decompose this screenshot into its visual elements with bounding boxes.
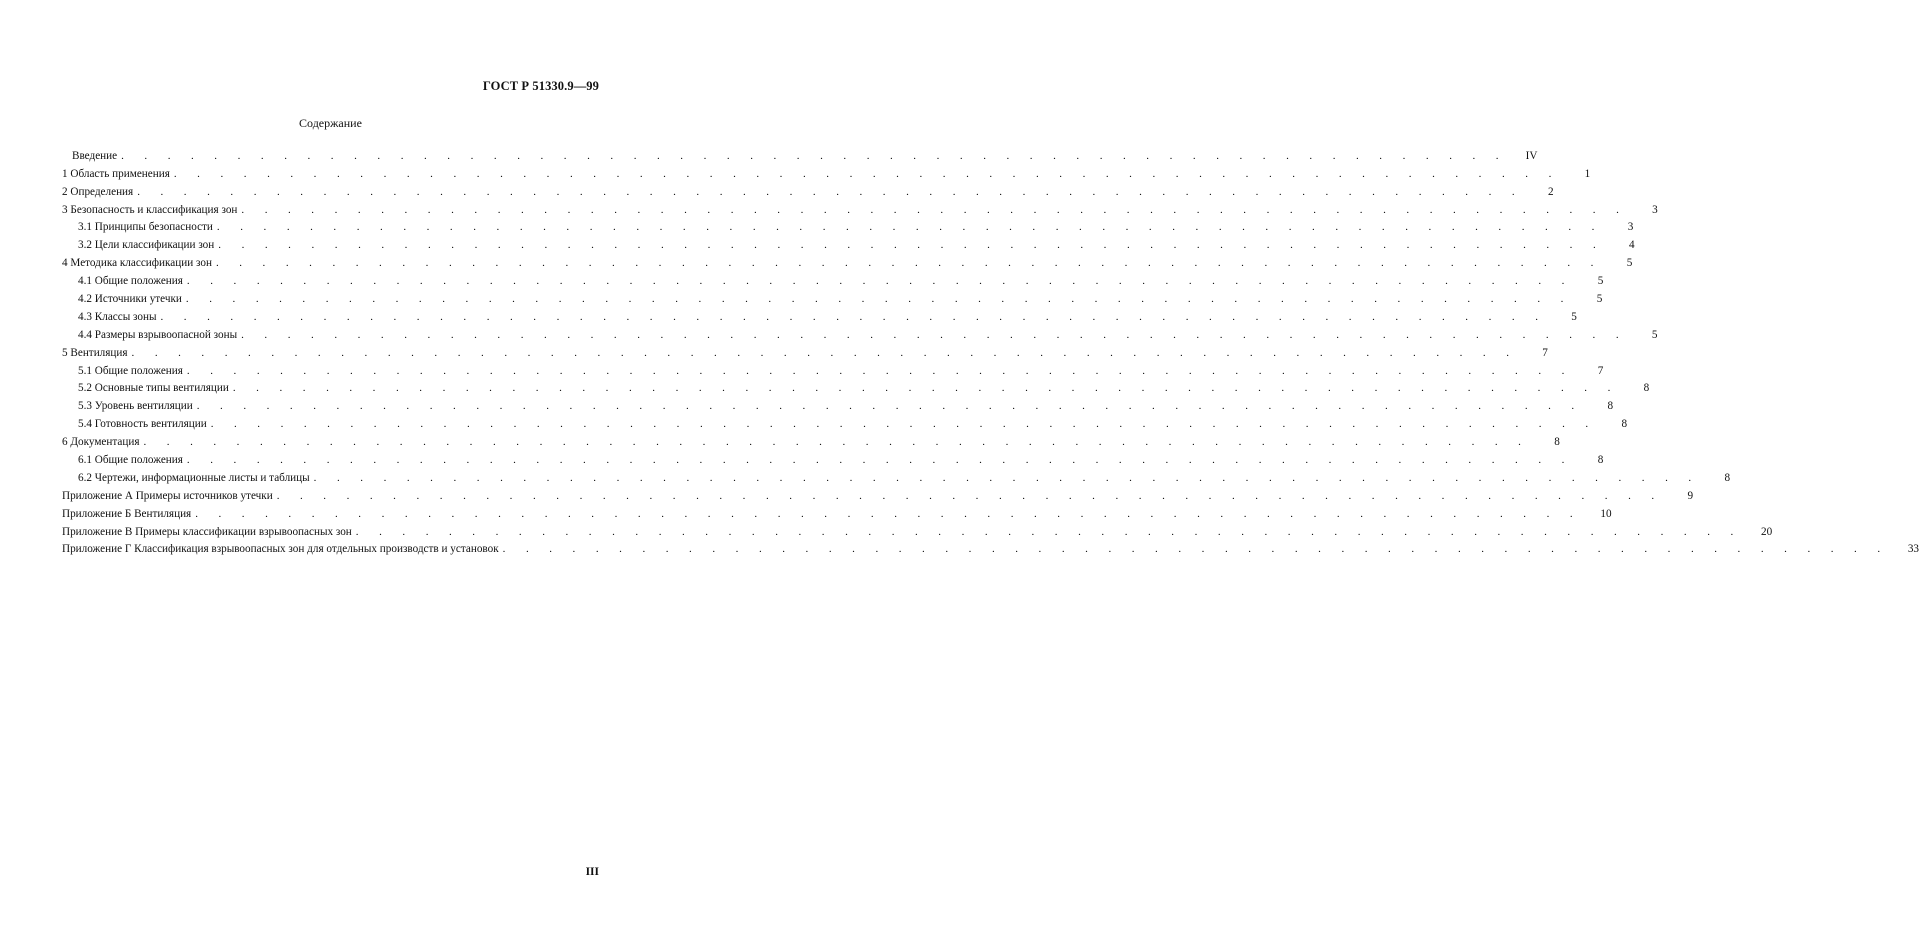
toc-entry-page: 9	[1687, 489, 1694, 502]
toc-entry-label: 5.4 Готовность вентиляции	[78, 418, 207, 431]
toc-entry-page: 5	[1596, 293, 1603, 306]
toc-entry-label: 5.3 Уровень вентиляции	[78, 400, 193, 413]
toc-entry-label: 5 Вентиляция	[62, 346, 128, 359]
toc-entry-page: 8	[1621, 418, 1628, 431]
toc-entry[interactable]	[62, 467, 1731, 485]
toc-entry-label: Приложение А Примеры источников утечки	[62, 489, 273, 502]
toc-dot-leader: . . . . . . . . . . . . . . . . . . . . . . . . . . . . . . . . . . . . . . . . . . . . . . . . . . . . . . . . . . . .	[241, 203, 1628, 216]
toc-dot-leader: . . . . . . . . . . . . . . . . . . . . . . . . . . . . . . . . . . . . . . . . . . . . . . . . . . . . . . . . . . . .	[502, 543, 1890, 556]
toc-dot-leader: . . . . . . . . . . . . . . . . . . . . . . . . . . . . . . . . . . . . . . . . . . . . . . . . . . . . . . . . . . . .	[232, 382, 1620, 395]
toc-dot-leader: . . . . . . . . . . . . . . . . . . . . . . . . . . . . . . . . . . . . . . . . . . . . . . . . . . . . . . . . . . . .	[121, 149, 1508, 162]
toc-entry-page: 8	[1724, 471, 1731, 484]
toc-entry-page: 10	[1600, 507, 1612, 520]
toc-dot-leader: . . . . . . . . . . . . . . . . . . . . . . . . . . . . . . . . . . . . . . . . . . . . . . . . . . . . . . . . . . . .	[131, 346, 1518, 359]
toc-entry-label: 6.2 Чертежи, информационные листы и таблицы	[78, 471, 310, 484]
toc-entry-page: 7	[1542, 346, 1548, 359]
toc-dot-leader: . . . . . . . . . . . . . . . . . . . . . . . . . . . . . . . . . . . . . . . . . . . . . . . . . . . . . . . . . . . .	[160, 310, 1547, 323]
toc-entry-page: 7	[1597, 364, 1604, 377]
toc-entry[interactable]	[62, 539, 1919, 557]
toc-entry-label: 4.1 Общие положения	[78, 275, 183, 288]
toc-entry-label: 4.2 Источники утечки	[78, 293, 182, 306]
toc-entry[interactable]	[62, 431, 1560, 449]
toc-entry-label: 4.4 Размеры взрывоопасной зоны	[78, 328, 238, 341]
table-of-contents	[62, 145, 1919, 556]
toc-entry-page: 8	[1643, 382, 1650, 395]
toc-entry-page: 5	[1651, 328, 1658, 341]
toc-entry-page: 8	[1554, 436, 1560, 449]
toc-entry[interactable]	[62, 503, 1612, 521]
toc-entry[interactable]	[62, 252, 1633, 270]
toc-entry-label: 6.1 Общие положения	[78, 454, 183, 467]
toc-dot-leader: . . . . . . . . . . . . . . . . . . . . . . . . . . . . . . . . . . . . . . . . . . . . . . . . . . . . . . . . . . . .	[186, 275, 1574, 288]
toc-entry-page: 4	[1629, 239, 1635, 252]
toc-dot-leader: . . . . . . . . . . . . . . . . . . . . . . . . . . . . . . . . . . . . . . . . . . . . . . . . . . . . . . . . . . . .	[196, 400, 1584, 413]
toc-entry[interactable]	[62, 378, 1650, 396]
toc-dot-leader: . . . . . . . . . . . . . . . . . . . . . . . . . . . . . . . . . . . . . . . . . . . . . . . . . . . . . . . . . . . .	[276, 489, 1664, 502]
toc-entry[interactable]	[62, 324, 1658, 342]
toc-dot-leader: . . . . . . . . . . . . . . . . . . . . . . . . . . . . . . . . . . . . . . . . . . . . . . . . . . . . . . . . . . . .	[185, 293, 1573, 306]
toc-entry-page: 5	[1597, 275, 1604, 288]
toc-entry-page: 1	[1584, 167, 1591, 180]
toc-entry-page: 8	[1607, 400, 1614, 413]
toc-entry-label: Введение	[72, 149, 118, 162]
toc-entry[interactable]	[62, 145, 1538, 163]
toc-dot-leader: . . . . . . . . . . . . . . . . . . . . . . . . . . . . . . . . . . . . . . . . . . . . . . . . . . . . . . . . . . . .	[195, 507, 1582, 520]
toc-dot-leader: . . . . . . . . . . . . . . . . . . . . . . . . . . . . . . . . . . . . . . . . . . . . . . . . . . . . . . . . . . . .	[210, 418, 1598, 431]
toc-entry-label: 5.1 Общие положения	[78, 364, 183, 377]
toc-entry-label: 5.2 Основные типы вентиляции	[78, 382, 229, 395]
page-number: III	[585, 866, 599, 878]
toc-entry[interactable]	[62, 360, 1604, 378]
toc-entry[interactable]	[62, 199, 1658, 217]
toc-entry-label: 1 Область применения	[62, 167, 170, 180]
toc-entry-page: 33	[1907, 543, 1919, 556]
toc-dot-leader: . . . . . . . . . . . . . . . . . . . . . . . . . . . . . . . . . . . . . . . . . . . . . . . . . . . . . . . . . . . .	[355, 525, 1743, 538]
toc-entry-label: 3.2 Цели классификации зон	[78, 239, 215, 252]
toc-entry[interactable]	[62, 395, 1614, 413]
toc-dot-leader: . . . . . . . . . . . . . . . . . . . . . . . . . . . . . . . . . . . . . . . . . . . . . . . . . . . . . . . . . . . .	[313, 471, 1701, 484]
toc-dot-leader: . . . . . . . . . . . . . . . . . . . . . . . . . . . . . . . . . . . . . . . . . . . . . . . . . . . . . . . . . . . .	[216, 221, 1604, 234]
toc-entry-label: 3.1 Принципы безопасности	[78, 221, 213, 234]
toc-entry[interactable]	[62, 288, 1603, 306]
toc-entry-label: 4.3 Классы зоны	[78, 310, 157, 323]
toc-dot-leader: . . . . . . . . . . . . . . . . . . . . . . . . . . . . . . . . . . . . . . . . . . . . . . . . . . . . . . . . . . . .	[218, 239, 1605, 252]
toc-entry[interactable]	[62, 163, 1591, 181]
toc-entry[interactable]	[62, 217, 1634, 235]
toc-entry-label: Приложение В Примеры классификации взрывоопасных зон	[62, 525, 352, 538]
toc-entry-label: Приложение Б Вентиляция	[62, 507, 192, 520]
document-code: ГОСТ Р 51330.9—99	[482, 79, 599, 93]
toc-dot-leader: . . . . . . . . . . . . . . . . . . . . . . . . . . . . . . . . . . . . . . . . . . . . . . . . . . . . . . . . . . . .	[137, 185, 1524, 198]
toc-entry[interactable]	[62, 449, 1604, 467]
toc-entry[interactable]	[62, 413, 1628, 431]
toc-entry-page: 2	[1547, 185, 1554, 198]
toc-entry[interactable]	[62, 234, 1635, 252]
toc-dot-leader: . . . . . . . . . . . . . . . . . . . . . . . . . . . . . . . . . . . . . . . . . . . . . . . . . . . . . . . . . . . .	[173, 167, 1561, 180]
toc-dot-leader: . . . . . . . . . . . . . . . . . . . . . . . . . . . . . . . . . . . . . . . . . . . . . . . . . . . . . . . . . . . .	[143, 436, 1530, 449]
toc-entry[interactable]	[62, 521, 1773, 539]
toc-entry-page: 8	[1597, 454, 1604, 467]
toc-entry[interactable]	[62, 181, 1554, 199]
toc-dot-leader: . . . . . . . . . . . . . . . . . . . . . . . . . . . . . . . . . . . . . . . . . . . . . . . . . . . . . . . . . . . .	[186, 364, 1574, 377]
toc-entry-page: 20	[1760, 525, 1773, 538]
toc-entry-page: 3	[1652, 203, 1658, 216]
toc-entry-label: Приложение Г Классификация взрывоопаcных зон для отдельных производств и установок	[62, 543, 499, 556]
toc-entry-label: 6 Документация	[62, 436, 140, 449]
toc-entry[interactable]	[62, 342, 1548, 360]
toc-entry-label: 4 Методика классификации зон	[62, 257, 212, 270]
toc-entry-label: 2 Определения	[62, 185, 134, 198]
toc-entry[interactable]	[62, 306, 1577, 324]
toc-entry-page: 5	[1571, 310, 1577, 323]
toc-title: Содержание	[299, 116, 362, 130]
toc-entry[interactable]	[62, 485, 1694, 503]
toc-entry-page: 3	[1627, 221, 1634, 234]
toc-dot-leader: . . . . . . . . . . . . . . . . . . . . . . . . . . . . . . . . . . . . . . . . . . . . . . . . . . . . . . . . . . . .	[241, 328, 1628, 341]
toc-entry-label: 3 Безопасность и классификация зон	[62, 203, 238, 216]
toc-entry-page: 5	[1626, 257, 1633, 270]
toc-entry-page: IV	[1525, 149, 1538, 162]
toc-dot-leader: . . . . . . . . . . . . . . . . . . . . . . . . . . . . . . . . . . . . . . . . . . . . . . . . . . . . . . . . . . . .	[215, 257, 1603, 270]
toc-dot-leader: . . . . . . . . . . . . . . . . . . . . . . . . . . . . . . . . . . . . . . . . . . . . . . . . . . . . . . . . . . . .	[186, 454, 1574, 467]
toc-entry[interactable]	[62, 270, 1604, 288]
